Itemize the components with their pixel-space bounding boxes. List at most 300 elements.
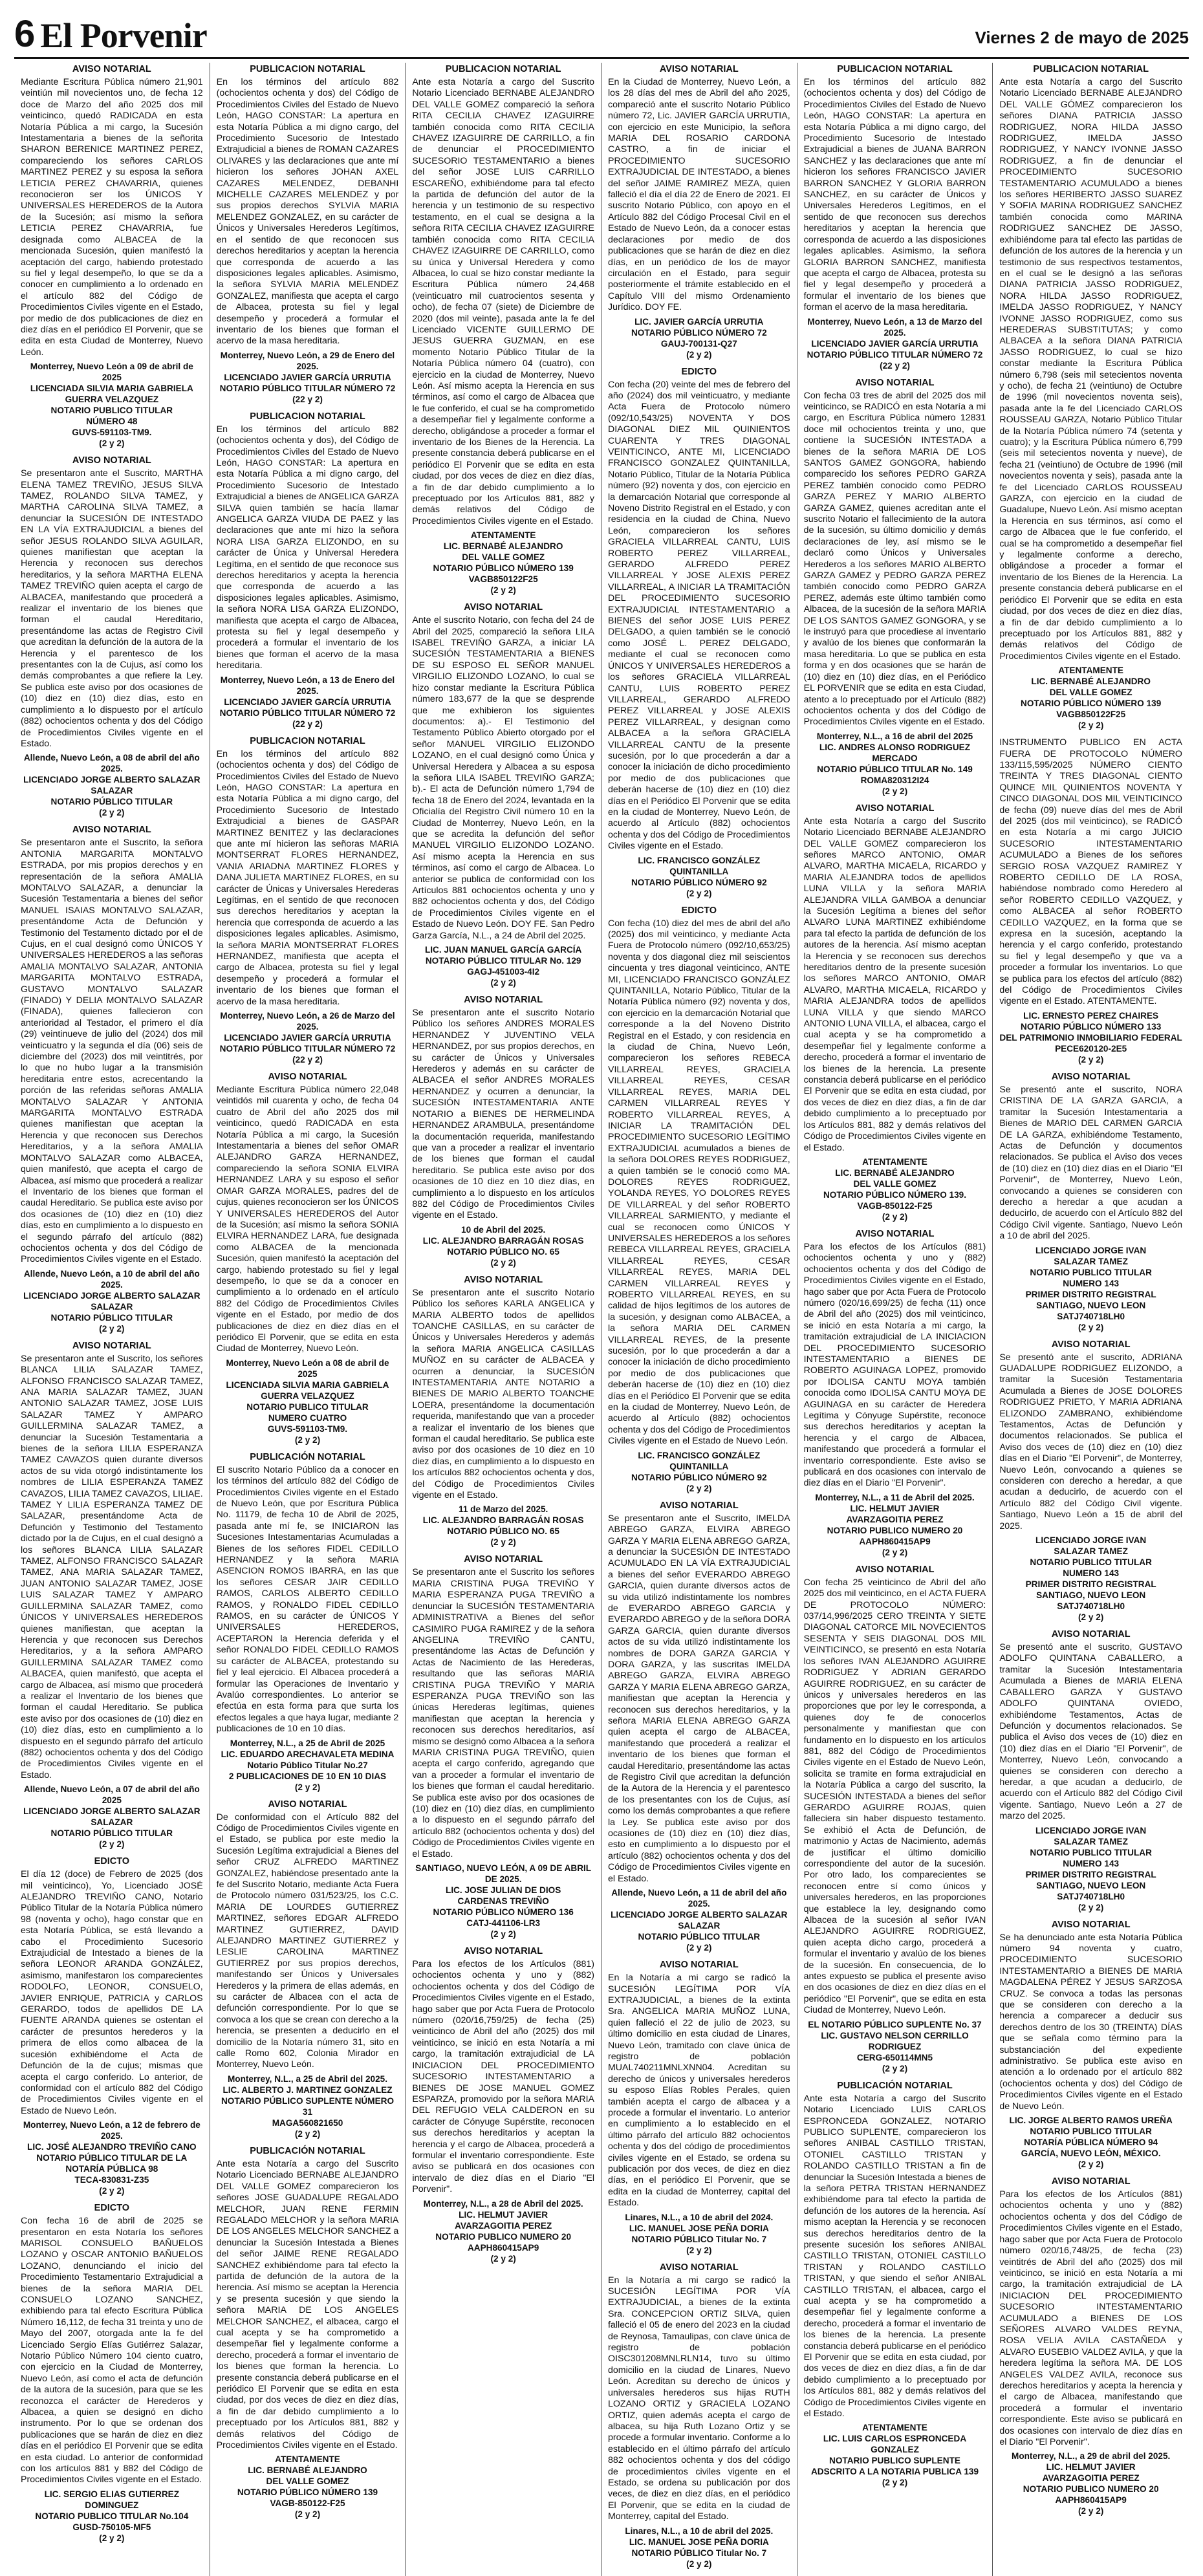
signature-line: (2 y 2) (99, 808, 125, 818)
notice-signature (412, 944, 594, 988)
notice-body: Para los efectos de los Artículos (881) ochocientos ochenta y uno y (882) ochocientos ochenta y dos del Código de Procedimientos Civiles vigente en el Estado, hago saber que por Acta Fuera de Protocolo número 020/16,748/25, de fecha (23) veintitrés de Abril del año (2025) dos mil veinticinco, se inició en esta Notaría a mi cargo, la tramitación extrajudicial de LA INICIACION DEL PROCEDIMIENTO SUCESORIO INTESTAMENTARIO ACUMULADO a BIENES DE LOS SEÑORES ALVARO VALDES REYNA, ROSA VELIA AVILA CASTAÑEDA y ALVARO EUSEBIO VALDEZ AVILA, y que la heredera legítima la señora MA. DE LOS ANGELES VALDEZ AVILA, reconoce sus derechos hereditarios y acepta la herencia y el cargo de Albacea, manifestando que procederá a formular el inventario correspondiente. Este aviso se publicará en dos ocasiones con intervalo de diez días en el Diario "El Porvenir". (999, 2189, 1182, 2447)
signature-line: LICENCIADO JORGE ALBERTO SALAZAR (23, 775, 200, 785)
notice-title: AVISO NOTARIAL (1051, 2176, 1131, 2187)
signature-line: LICENCIADA SILVIA MARIA GABRIELA (226, 1380, 389, 1390)
signature-line: ATENTAMENTE (1058, 666, 1123, 676)
signature-line: VAGB-850122-F25 (270, 2498, 345, 2509)
signature-line: LIC. FRANCISCO GONZÁLEZ (638, 855, 761, 865)
notice-title: AVISO NOTARIAL (268, 1072, 347, 1083)
signature-line: PECE620120-2E5 (1055, 1043, 1127, 1054)
signature-line: LIC. ALBERTO J. MARTINEZ GONZALEZ (222, 2084, 393, 2095)
signature-line: NOTARIO PÚBLICO NÚMERO 92 (631, 877, 767, 887)
notice-signature (21, 752, 203, 818)
signature-line: LIC. JOSÉ ALEJANDRO TREVIÑO CANO (27, 2142, 197, 2152)
legal-notice (217, 411, 399, 730)
signature-line: VAGB850122F25 (468, 574, 538, 585)
signature-line: (2 y 2) (490, 1929, 516, 1940)
signature-line: CERG-650114MN5 (856, 2052, 933, 2062)
notice-body: Ante el suscrito Notario, con fecha del 24 de Abril del 2025, compareció la señora LILA ISABEL TREVIÑO GARZA, a iniciar LA SUCESIÓN TESTAMENTARIA a BIENES DE SU ESPOSO EL SEÑOR MANUEL VIRGILIO ELIZONDO LOZANO, lo cual se hizo constar mediante la Escritura Pública número 183,677 de la que se desprende que me exhibieron los siguientes documentos: a).- El Testimonio del Testamento Público Abierto otorgado por el señor MANUEL VIRGILIO ELIZONDO LOZANO, en el cual designó como Única y Universal Heredera y Albacea a su esposa la señora LILA ISABEL TREVIÑO GARZA; b).- El acta de Defunción número 1,794 de fecha 18 de Enero del 2024, levantada en la Oficialía del Registro Civil número 10 en la Ciudad de Monterrey, Nuevo León, en la que se acredita la defunción del señor MANUEL VIRGILIO ELIZONDO LOZANO. Así mismo acepta la Herencia en sus términos, así como el cargo de Albacea. Lo anterior se publica de conformidad con los Artículos 881 ochocientos ochenta y uno y 882 ochocientos ochenta y dos, del Código de Procedimientos Civiles vigente en el Estado de Nuevo León. DOY FE. San Pedro Garza García, N.L., a 24 de Abril del 2025. (412, 615, 594, 941)
signature-line: SATJ740718LH0 (1057, 1891, 1125, 1901)
signature-line: CATJ-441106-LR3 (466, 1918, 541, 1929)
notice-body: Se presentó ante el suscrito, ADRIANA GUADALUPE RODRIGUEZ ELIZONDO, a tramitar la Sucesión Testamentaria Acumulada a Bienes de JOSE DOLORES RODRIGUEZ PRIETO, Y MARIA ADRIANA ELIZONDO ZAMBRANO, exhibiéndome Testamentos, Actas de Defunción y documentos relacionados. Se publica el Aviso dos veces de (10) diez en (10) diez días en el Diario "El Porvenir", de Monterrey, Nuevo León, convocando a quienes se consideren con derecho a heredar, a que acudan a deducirlo, de acuerdo con el Artículo 882 del Código Civil vigente. Santiago, Nuevo León a 15 de abril del 2025. (999, 1352, 1182, 1532)
notice-title: PUBLICACION NOTARIAL (250, 64, 365, 74)
signature-line: NOTARIO PÚBLICO Titular No. 7 (631, 2548, 767, 2558)
signature-line: (2 y 2) (1078, 2159, 1104, 2170)
legal-notice (999, 1339, 1182, 1623)
signature-line: (2 y 2) (882, 1211, 908, 1222)
notice-body: El día 12 (doce) de Febrero de 2025 (dos mil veinticinco), Yo, Licenciado JOSÉ ALEJANDRO TREVIÑO CANO, Notario Público Titular de la Notaría Pública número 98 (noventa y ocho), hago constar que en esta Notaría Pública, se está llevando a cabo el Procedimiento Sucesorio Extrajudicial de Intestado a bienes de la señora LEONOR ARANDA GONZÁLEZ, asimismo, manifestaron los comparecientes RODOLFO, LEONOR, CONSUELO, JAVIER ENRIQUE, PATRICIA y CARLOS GERARDO, todos de apellidos DE LA FUENTE ARANDA quienes se ostentan el carácter de presuntos herederos y la primera de ellos como albacea de la sucesión exhibiéndome el Acta de Defunción de la de cujus; mismas que acepta el cargo conferido. Lo anterior, de conformidad con el artículo 882 del Código de Procedimientos Civiles vigente en el Estado de Nuevo León. (21, 1869, 203, 2116)
signature-line: LIC. JAVIER GARCÍA URRUTIA (634, 316, 764, 327)
notice-signature (21, 2119, 203, 2196)
signature-line: LICENCIADA SILVIA MARIA GABRIELA (30, 384, 193, 394)
signature-line: (2 y 2) (490, 1257, 516, 1268)
legal-notice (21, 455, 203, 818)
signature-line: LIC. JUAN MANUEL GARCÍA GARCÍA (424, 945, 582, 955)
signature-line: Monterrey, N.L., a 28 de Abril del 2025. (423, 2198, 583, 2209)
legal-notice (412, 64, 594, 596)
signature-line: PRIMER DISTRITO REGISTRAL (1025, 1289, 1156, 1299)
notice-signature (999, 1825, 1182, 1913)
notice-title: AVISO NOTARIAL (1051, 1919, 1131, 1930)
notice-signature (217, 675, 399, 730)
signature-line: (2 y 2) (686, 1483, 712, 1493)
signature-line: (2 y 2) (294, 1434, 321, 1445)
notice-signature (804, 1156, 986, 1222)
notice-body: Se presentó ante el suscrito, GUSTAVO ADOLFO QUINTANA CABALLERO, a tramitar la Sucesión Intestamentaria Acumulada a Bienes de MARIA ELENA CABALLERO GARZA Y GUSTAVO ADOLFO QUINTANA OVIEDO, exhibiéndome Testamentos, Actas de Defunción y documentos relacionados. Se publica el Aviso dos veces de (10) diez en (10) diez días en el Diario "El Porvenir", de Monterrey, Nuevo León, convocando a quienes se consideren con derecho a heredar, a que acudan a deducirlo, de acuerdo con el Artículo 882 del Código Civil vigente. Santiago, Nuevo León a 27 de marzo del 2025. (999, 1642, 1182, 1822)
masthead (14, 6, 1189, 53)
signature-line: NOTARÍA PÚBLICA NÚMERO 94 (1024, 2138, 1158, 2148)
signature-line: (2 y 2) (686, 1943, 712, 1953)
signature-line: NOTARIO PÚBLICO NÚMERO 139. (823, 1189, 967, 1200)
signature-line: ADSCRITO A LA NOTARIA PUBLICA 139 (810, 2467, 979, 2477)
legal-notice (412, 1554, 594, 1940)
notice-body: Con fecha 16 de abril de 2025 se presentaron en esta Notaría los señores MARISOL CONSUELO BAÑUELOS LOZANO y OSCAR ANTONIO BAÑUELOS LOZANO, denunciando el inicio del Procedimiento Testamentario Extrajudicial a bienes de la señora MARIA DEL CONSUELO LOZANO SANCHEZ, exhibiendo para tal efecto Escritura Pública Número 16,112, de fecha 31 treinta y uno de Mayo del 2007, otorgada ante la fe del Licenciado Sergio Elías Gutiérrez Salazar, Notario Público Número 104 ciento cuatro, con ejercicio en la Ciudad de Monterrey, Nuevo León, así como el acta de defunción de la autora de la sucesión, para que se les reconozca el carácter de Herederos y Albacea, a quien se designó en dicho instrumento. Por lo que se ordenan dos publicaciones que se harán de diez en diez días en el periódico El Porvenir que se edita en esta ciudad. Lo anterior de conformidad con los artículos 881 y 882 del Código de Procedimientos Civiles vigente en el Estado. (21, 2216, 203, 2485)
notice-signature (412, 1224, 594, 1268)
column-2 (210, 63, 406, 2576)
notice-signature (217, 1010, 399, 1065)
signature-line: NOTARIO PÚBLICO TITULAR NÚMERO 72 (219, 383, 396, 393)
notice-signature (999, 1245, 1182, 1333)
signature-line: NOTARIO PUBLICO NUMERO 20 (435, 2231, 572, 2242)
notice-signature (217, 1738, 399, 1793)
signature-line: LICENCIADO JORGE ALBERTO SALAZAR (611, 1910, 788, 1920)
signature-line: LIC. BERNABÉ ALEJANDRO (443, 541, 563, 552)
signature-line: NOTARIO PUBLICO NUMERO 20 (827, 1525, 963, 1535)
signature-line: LIC. FRANCISCO GONZÁLEZ (638, 1450, 761, 1460)
signature-line: SALAZAR TAMEZ (1054, 1256, 1128, 1266)
signature-line: Monterrey, Nuevo León a 08 de abril de 2025 (226, 1358, 389, 1379)
notice-title: AVISO NOTARIAL (72, 825, 151, 836)
notice-title: AVISO NOTARIAL (855, 377, 935, 388)
signature-line: VAGB850122F25 (1056, 709, 1126, 720)
signature-line: LIC. HELMUT JAVIER (850, 1503, 940, 1513)
notice-title: EDICTO (681, 905, 717, 916)
signature-line: (2 y 2) (1078, 720, 1104, 731)
signature-line: (2 y 2) (294, 1782, 321, 1792)
notice-signature (217, 2073, 399, 2139)
signature-line: (2 y 2) (1078, 1612, 1104, 1623)
signature-line: GUVS-591103-TM9. (267, 1423, 348, 1434)
signature-line: NOTARIO PÚBLICO SUPLENTE NÚMERO 31 (221, 2095, 395, 2117)
signature-line: GARCÍA, NUEVO LEÓN, MÉXICO. (1021, 2148, 1161, 2159)
signature-line: (22 y 2) (880, 360, 910, 371)
legal-notice (804, 803, 986, 1222)
notice-body: En los términos del artículo 882 (ochocientos ochenta y dos) del Código de Procedimientos Civiles del Estado de Nuevo León, HAGO CONSTAR: La apertura en esta Notaría Pública a mi digno cargo, del Procedimiento Sucesorio de Intestado Extrajudicial a bienes de JUANA BARRON SANCHEZ y las declaraciones que ante mí hicieron los señores FRANCISCO JAVIER BARRON SANCHEZ Y GLORIA BARRON SANCHEZ, en su carácter de Únicos y Universales Herederos Legítimos, en el sentido de que reconocen sus derechos hereditarios y aceptan la herencia que corresponda de acuerdo a las disposiciones legales aplicables. Asimismo, la señora GLORIA BARRON SANCHEZ, manifiesta que acepta el cargo de Albacea, protesta su fiel y legal desempeño y procederá a formular el inventario de los bienes que forman el acervo de la masa hereditaria. (803, 77, 986, 313)
notice-body: Con fecha 25 veinticinco de Abril del año 2025 dos mil veinticinco, en el ACTA FUERA DE PROTOCOLO NÚMERO: 037/14,996/2025 CERO TREINTA Y SIETE DIAGONAL CATORCE MIL NOVECIENTOS SESENTA Y SEIS DIAGONAL DOS MIL VEINTICINCO, se presentó en esta Notaría los señores IVAN ALEJANDRO AGUIRRE RODRIGUEZ Y ADRIAN GERARDO AGUIRRE RODRIGUEZ, en su carácter de únicos y universales herederos en las proporciones que por ley le corresponda, a quienes doy fe de conocerlos personalmente y manifiestan que con fundamento en lo dispuesto en los artículos 881, 882 del Código de Procedimientos Civiles vigente en el Estado de Nuevo León, solicita se tramite en forma extrajudicial en la Notaría Pública a cargo del suscrito, la SUCESIÓN INTESTADA a bienes del señor GERARDO AGUIRRE ROJAS, quien falleciera sin haber dispuesto testamento. Se exhibió el Acta de Defunción, de matrimonio y Actas de Nacimiento, además de justificar el último domicilio correspondiente del autor de la sucesión. Por otro lado, los comparecientes se reconocen entre sí como únicos y universales herederos, en las proporciones que establece la ley, designando como Albacea de la sucesión al señor IVAN ALEJANDRO AGUIRRE RODRIGUEZ, quien acepta dicho cargo, procederá a formular el inventario y avalúo de los bienes de la sucesión. En consecuencia, de lo antes expuesto se publica el presente aviso en dos ocasiones de diez en diez días en el periódico "El Porvenir", que se edita en esta Ciudad de Monterrey, Nuevo León. (803, 1577, 986, 2016)
signature-line: LIC. ANDRES ALONSO RODRIGUEZ (819, 742, 971, 752)
notice-title: AVISO NOTARIAL (855, 1564, 935, 1575)
notices-grid (14, 63, 1189, 2569)
notice-signature (21, 1784, 203, 1850)
notice-body: Se presentaron ante el Suscrito, IMELDA ABREGO GARZA, ELVIRA ABREGO GARZA Y MARIA ELENA ABREGO GARZA, a denunciar la SUCESIÓN DE INTESTADO ACUMULADO EN LA VÍA EXTRAJUDICIAL a bienes del señor EVERARDO ABREGO GARCIA, quien durante diversos actos de su vida utilizó indistintamente los nombres de EVERARDO ABREGO GARCIA y EVERARDO ABREGO y de la señora DORA GARZA GARCIA, quien durante diversos actos de su vida utilizó indistintamente los nombres de DORA GARZA GARCIA Y DORA GARZA, y las suscritas IMELDA ABREGO GARZA, ELVIRA ABREGO GARZA Y MARIA ELENA ABREGO GARZA, manifiestan que aceptan la Herencia y reconocen sus derechos hereditarios, y la señora MARIA ELENA ABREGO GARZA quien acepta el cargo de ALBACEA, manifestando que procederá a realizar el inventario de los bienes que forman el caudal Hereditario, presentándome las actas de Registro Civil que acreditan la defunción de la Autora de la Herencia y el parentesco de los presentantes con los de Cujus, así como los demás comprobantes a que refiere la Ley. Se publica este aviso por dos ocasiones de (10) diez en (10) diez días, esto en cumplimiento a lo dispuesto por el artículo (882) ochocientos ochenta y dos del Código de Procedimientos Civiles vigente en el Estado. (607, 1513, 790, 1884)
notice-signature (412, 1863, 594, 1940)
signature-line: (2 y 2) (686, 888, 712, 898)
legal-notice (608, 1500, 790, 1953)
signature-line: NUMERO CUATRO (268, 1412, 347, 1423)
signature-line: TECA-830831-Z35 (74, 2175, 149, 2185)
notice-body: Con fecha (10) diez del mes de abril del año (2025) dos mil veinticinco, y mediante Acta Fuera de Protocolo número (092/10,653/25) noventa y dos diagonal diez mil seiscientos cincuenta y tres diagonal veinticinco, ANTE MI, LICENCIADO FRANCISCO GONZÁLEZ QUINTANILLA, Notario Público, Titular de la Notaría Pública número (92) noventa y dos, con ejercicio en la demarcación Notarial que corresponde a la del Noveno Distrito Registral en el Estado, y con residencia en la ciudad de China, Nuevo León, comparecieron los señores REBECA VILLARREAL REYES, GRACIELA VILLARREAL REYES, CESAR VILLARREAL REYES, MARIA DEL CARMEN VILLARREAL REYES Y ROBERTO VILLARREAL REYES, A INICIAR LA TRAMITACIÓN DEL PROCEDIMIENTO SUCESORIO LEGÍTIMO EXTRAJUDICIAL acumulados a bienes de la señora DOLORES REYES RODRIGUEZ, a quien también se le conoció como MA. DOLORES REYES RODRIGUEZ, YOLANDA REYES, YO DOLORES REYES DE VILLARREAL y del señor ROBERTO VILLARREAL SARMIENTO, y mediante el cual se reconocen como ÚNICOS Y UNIVERSALES HEREDEROS a los señores REBECA VILLARREAL REYES, GRACIELA VILLARREAL REYES, CESAR VILLARREAL REYES, MARIA DEL CARMEN VILLARREAL REYES y ROBERTO VILLARREAL REYES, en su calidad de hijos legítimos de los autores de la sucesión, y designan como ALBACEA, a la señora MARIA DEL CARMEN VILLARREAL REYES, de la presente sucesión, por lo que procederán a dar a conocer la iniciación de dicho procedimiento por medio de dos publicaciones que deberán hacerse de (10) diez en (10) diez días en el Periódico El Porvenir que se edita en la ciudad de Monterrey, Nuevo León, de acuerdo al Artículo (882) ochocientos ochenta y dos del Código de Procedimientos Civiles vigente en el Estado de Nuevo León. (607, 918, 790, 1447)
signature-line: NOTARIO PUBLICO TITULAR No.104 (35, 2511, 189, 2521)
signature-line: GONZALEZ (871, 2445, 919, 2455)
legal-notice (999, 1629, 1182, 1913)
notice-signature (999, 1535, 1182, 1623)
signature-line: (2 y 2) (99, 2533, 125, 2543)
signature-line: LICENCIADO JORGE ALBERTO SALAZAR (23, 1806, 200, 1817)
notice-body: Ante esta Notaría a cargo del Suscrito Notario Licenciado BERNABE ALEJANDRO DEL VALLE GOMEZ comparecieron los señores MARCO ANTONIO, OMAR ALVARO, MARTHA MICAELA, RICARDO y MARIA ALEJANDRA todos de apellidos LUNA VILLA y la señora MARIA ALEJANDRA VILLA GAMBOA a denunciar la Sucesión Legítima a bienes del señor ALVARO LUNA MARTINEZ exhibiéndome para tal efecto la partida de defunción de los autores de la herencia. Así mismo aceptan la Herencia y se reconocen sus derechos hereditarios dentro de la presente sucesión los señores MARCO ANTONIO, OMAR ALVARO, MARTHA MICAELA, RICARDO y MARIA ALEJANDRA todos de apellidos LUNA VILLA y que siendo MARCO ANTONIO LUNA VILLA, el albacea, cargo el cual acepta y se ha comprometido a desempeñar fiel y legalmente conforme a derecho, procederá a formar el inventario de los bienes de la herencia. La presente constancia deberá publicarse en el periódico El Porvenir que se edita en esta ciudad, por dos veces de diez en diez días, a fin de dar debido cumplimiento a lo preceptuado por los Artículos 881, 882 y demás relativos del Código de Procedimientos Civiles vigente en el Estado. (803, 816, 986, 1153)
signature-line: LICENCIADO JORGE IVAN (1035, 1245, 1147, 1255)
notice-title: AVISO NOTARIAL (268, 1799, 347, 1810)
signature-line: LIC. HELMUT JAVIER (1046, 2462, 1136, 2473)
signature-line: (2 y 2) (882, 1547, 908, 1557)
notice-body: Se presentaron ante el suscrito Notario Público los señores ANDRES MORALES HERNANDEZ Y JUVENTINO VELA HERNANDEZ, por sus propios derechos, en su carácter de Únicos y Universales Herederos y además en su carácter de ALBACEA el señor ANDRES MORALES HERNANDEZ y ocurren a denunciar, la SUCESIÓN INTESTAMENTARIA ANTE NOTARIO a BIENES DE HERMELINDA HERNANDEZ ARAMBULA, presentándome la documentación requerida, manifestando que van a proceder a realizar el inventario de los bienes que forman el caudal hereditario. Se publica este aviso por dos ocasiones de 10 diez en 10 diez días, en cumplimiento a lo dispuesto en los artículos 882 del Código de Procedimientos Civiles vigente en el Estado. (412, 1008, 594, 1221)
legal-notice (412, 995, 594, 1268)
signature-line: QUINTANILLA (669, 1461, 729, 1471)
signature-line: Monterrey, Nuevo León, a 26 de Marzo del 2025. (220, 1011, 395, 1032)
signature-line: NOTARIO PÚBLICO NÚMERO 139 (1021, 698, 1162, 709)
signature-line: NOTARÍA PÚBLICA 98 (65, 2164, 158, 2174)
signature-line: SANTIAGO, NUEVO LEÓN, A 09 DE ABRIL DE 2025. (415, 1863, 592, 1885)
signature-line: GAGJ-451003-4I2 (467, 967, 540, 977)
notice-signature (21, 361, 203, 449)
notice-body: Ante esta Notaría a cargo del Suscrito Notario Licenciado BERNABE ALEJANDRO DEL VALLE GOMEZ compareció la señora RITA CECILIA CHAVEZ IZAGUIRRE también conocida como RITA CECILIA CHAVEZ IZAGUIRRE DE CARRILLO, a fin de denunciar el PROCEDIMIENTO SUCESORIO TESTAMENTARIO a bienes del señor JOSE LUIS CARRILLO ESCAREÑO, exhibiéndome para tal efecto la partida de defunción del autor de la herencia y un testimonio de su respectivo testamento, en el cual se designa a la señora RITA CECILIA CHAVEZ IZAGUIRRE también conocida como RITA CECILIA CHAVEZ IZAGUIRRE DE CARRILLO, como su única y Universal Heredera y como Albacea, lo cual se hizo constar mediante la Escritura Pública número 24,468 (veinticuatro mil cuatrocientos sesenta y ocho), de fecha 07 (siete) de Diciembre de 2020 (dos mil veinte), pasada ante la fe del Licenciado VICENTE GUILLERMO DE JESUS GUERRA GUZMAN, en ese momento Notario Público Titular de la Notaría Pública número 04 (cuatro), con ejercicio en la ciudad de Monterrey, Nuevo León. Así mismo acepta la Herencia en sus términos, así como el cargo de Albacea que le fue conferido, el cual se ha comprometido a desempeñar fiel y legalmente conforme a derecho, obligándose a proceder a formar el inventario de los Bienes de la Herencia. La presente constancia deberá publicarse en el periódico El Porvenir que se edita en esta ciudad, por dos veces de diez en diez días, a fin de dar debido cumplimiento a lo preceptuado por los Artículos 881, 882 y demás relativos del Código de Procedimientos Civiles vigente en el Estado. (412, 77, 594, 526)
signature-line: EL NOTARIO PÚBLICO SUPLENTE No. 37 (808, 2019, 982, 2029)
column-5 (797, 63, 993, 2576)
signature-line: (2 y 2) (99, 1323, 125, 1334)
notice-signature (21, 1268, 203, 1334)
legal-notice (412, 1275, 594, 1548)
signature-line: LIC. JORGE ALBERTO RAMOS UREÑA (1009, 2116, 1173, 2126)
legal-notice (804, 1229, 986, 1558)
signature-line: Linares, N.L., a 10 de abril del 2025. (625, 2526, 774, 2536)
signature-line: AVARZAGOITIA PEREZ (846, 1514, 944, 1524)
signature-line: LIC. MANUEL JOSE PEÑA DORIA (629, 2537, 769, 2547)
notice-signature (608, 1450, 790, 1494)
column-6 (993, 63, 1189, 2576)
signature-line: Monterrey, N.L., a 25 de Abril de 2025 (230, 1738, 385, 1748)
notice-title: AVISO NOTARIAL (464, 1274, 543, 1285)
notice-title: AVISO NOTARIAL (464, 1554, 543, 1565)
column-3 (406, 63, 602, 2576)
legal-notice (21, 1856, 203, 2196)
signature-line: (2 y 2) (1078, 1322, 1104, 1332)
signature-line: Monterrey, N.L., a 29 de abril del 2025. (1012, 2451, 1171, 2462)
signature-line: Monterrey, N.L., a 11 de Abril del 2025. (815, 1492, 975, 1502)
legal-notice (608, 367, 790, 899)
signature-line: Monterrey, Nuevo León, a 13 de Enero del 2025. (220, 675, 395, 696)
notice-signature (217, 1358, 399, 1445)
signature-line: LIC. ALEJANDRO BARRAGÁN ROSAS (422, 1235, 584, 1246)
signature-line: SALAZAR TAMEZ (1054, 1546, 1128, 1557)
signature-line: NOTARIO PÚBLICO NO. 65 (447, 1526, 559, 1537)
notice-title: AVISO NOTARIAL (659, 1500, 739, 1511)
notice-body: Se presentó ante el suscrito, NORA CRISTINA DE LA GARZA GARCIA, a tramitar la Sucesión Intestamentaria a Bienes de MARIO DEL CARMEN GARCIA DE LA GARZA, exhibiéndome Testamento, Actas de Defunción y documentos relacionados. Se publica el Aviso dos veces de (10) diez en (10) diez días en el Diario "El Porvenir", de Monterrey, Nuevo León, convocando a quienes se consideren con derecho a heredar a que acudan a deducirlo, de acuerdo con el Artículo 882 del Código Civil vigente. Santiago, Nuevo León a 10 de abril del 2025. (999, 1084, 1182, 1242)
notice-signature (412, 1504, 594, 1548)
notice-body: INSTRUMENTO PUBLICO EN ACTA FUERA DE PROTOCOLO NÚMERO 133/115,595/2025 NÚMERO CIENTO TREINTA Y TRES DIAGONAL CIENTO QUINCE MIL QUINIENTOS NOVENTA Y CINCO DIAGONAL DOS MIL VEINTICINCO de fecha (09) nueve días del mes de Abril del 2025 (dos mil veinticinco), se RADICÓ en esta Notaría a mi cargo JUICIO SUCESORIO INTESTAMENTARIO ACUMULADO a Bienes de los señores SERGIO ROSA VAZQUEZ RAMIREZ Y ROBERTO CEDILLO DE LA ROSA, habiéndose nombrado como Heredero al señor ROBERTO CEDILLO VAZQUEZ, y como ALBACEA al señor ROBERTO CEDILLO VAZQUEZ, en la forma que se expresa en la sucesión, aceptando la herencia y el cargo conferido, protestando su fiel y legal desempeño y que va a proceder a formular los inventarios. Lo que se publica para los efectos del artículo (882) del Código de Procedimientos Civiles vigente en el Estado. ATENTAMENTE. (999, 737, 1182, 1007)
signature-line: AVARZAGOITIA PEREZ (1042, 2473, 1140, 2484)
signature-line: LIC. BERNABÉ ALEJANDRO (1031, 676, 1151, 687)
notice-title: AVISO NOTARIAL (1051, 1071, 1131, 1082)
signature-line: NOTARIO PÚBLICO NÚMERO 136 (433, 1907, 574, 1918)
signature-line: AAPH860415AP9 (859, 1536, 931, 1546)
signature-line: (2 y 2) (1078, 2506, 1104, 2516)
signature-line: AAPH860415AP9 (1055, 2495, 1127, 2506)
signature-line: LIC. EDUARDO ARECHAVALETA MEDINA (221, 1749, 395, 1759)
notice-body: Ante esta Notaría a cargo del Suscrito Notario Licenciado LUIS CARLOS ESPRONCEDA GONZALEZ, NOTARIO PUBLICO SUPLENTE, comparecieron los señores ANIBAL CASTILLO TRISTAN, OTONIEL CASTILLO TRISTAN y ROLANDO CASTILLO TRISTAN a fin de denunciar la Sucesión Intestada a bienes de la señora PETRA TRISTAN HERNANDEZ exhibiéndome para tal efecto la partida de defunción de los autores de la herencia. Así mismo aceptan la Herencia y se reconocen sus derechos hereditarios dentro de la presente sucesión los señores ANIBAL CASTILLO TRISTAN, OTONIEL CASTILLO TRISTAN y ROLANDO CASTILLO TRISTAN, y que siendo el señor ANIBAL CASTILLO TRISTAN, el albacea, cargo el cual acepta y se ha comprometido a desempeñar fiel y legalmente conforme a derecho, procederá a formar el inventario de los bienes de la herencia. La presente constancia deberá publicarse en el periódico El Porvenir que se edita en esta ciudad, por dos veces de diez en diez días, a fin de dar debido cumplimiento a lo preceptuado por los Artículos 881, 882 y demás relativos del Código de Procedimientos Civiles vigente en el Estado. (803, 2093, 986, 2419)
signature-line: (22 y 2) (292, 1055, 323, 1065)
notice-body: Mediante Escritura Pública número 21,901 veintiún mil novecientos uno, de fecha 12 doce de Marzo del año 2025 dos mil veinticinco, quedó RADICADA en esta Notaría Pública a mi cargo, la Sucesión Intestamentaria a bienes de la señorita SHARON BERENICE MARTINEZ PEREZ, compareciendo los señores CARLOS MARTINEZ PEREZ y su esposa la señora LETICIA PEREZ CHAVARRIA, quienes reconocieron ser los ÚNICOS Y UNIVERSALES HEREDEROS de la Autora de la Sucesión; así mismo la señora LETICIA PEREZ CHAVARRIA, fue designada como ALBACEA de la mencionada Sucesión, quien manifestó la aceptación del cargo, habiendo protestado su fiel y legal desempeño, lo que se da a conocer en cumplimiento a lo ordenado en el artículo 882 del Código de Procedimientos Civiles vigente en el Estado, por medio de dos publicaciones de diez en diez días en el periódico El Porvenir, que se edita en esta Ciudad de Monterrey, Nuevo León. (21, 77, 203, 358)
signature-line: Monterrey, N.L., a 25 de Abril del 2025. (227, 2073, 388, 2084)
signature-line: ATENTAMENTE (470, 530, 536, 541)
notice-signature (217, 2454, 399, 2520)
legal-notice (412, 602, 594, 988)
signature-line: SALAZAR (91, 786, 133, 796)
signature-line: 10 de Abril del 2025. (461, 1224, 546, 1235)
signature-line: VAGB-850122-F25 (857, 1200, 933, 1211)
signature-line: (22 y 2) (292, 719, 323, 729)
legal-notice (608, 2262, 790, 2570)
signature-line: Allende, Nuevo León, a 08 de abril del año 2025. (23, 753, 200, 774)
notice-title: EDICTO (94, 2203, 130, 2214)
notice-body: Con fecha (20) veinte del mes de febrero del año (2024) dos mil veinticuatro, y mediante Acta Fuera de Protocolo número (092/10,543/25) NOVENTA Y DOS DIAGONAL DIEZ MIL QUINIENTOS CUARENTA Y TRES DIAGONAL VEINTICINCO, ANTE MI, LICENCIADO FRANCISCO GONZALEZ QUINTANILLA, Notario Público, Titular de la Notaría Pública número (92) noventa y dos, con ejercicio en la demarcación Notarial que corresponde al Noveno Distrito Registral en el Estado, y con residencia en la ciudad de China, Nuevo León, comparecieron los señores GRACIELA VILLARREAL CANTU, LUIS ROBERTO PEREZ VILLARREAL, GERARDO ALFREDO PEREZ VILLARREAL Y JOSE ALEXIS PEREZ VILLARREAL, A INICIAR LA TRAMITACIÓN DEL PROCEDIMIENTO SUCESORIO EXTRAJUDICIAL INTESTAMENTARIO a BIENES del señor JOSE LUIS PEREZ DELGADO, a quien también se le conoció como JOSÉ L. PEREZ DELGADO, mediante el cual se reconocen como ÚNICOS Y UNIVERSALES HEREDEROS a los señores GRACIELA VILLARREAL CANTU, LUIS ROBERTO PEREZ VILLARREAL, GERARDO ALFREDO PEREZ VILLARREAL y JOSE ALEXIS PEREZ VILLARREAL, y designan como ALBACEA a la señora GRACIELA VILLARREAL CANTU de la presente sucesión, por lo que procederán a dar a conocer la iniciación de dicho procedimiento por medio de dos publicaciones que deberán hacerse de (10) diez en (10) diez días en el Periódico El Porvenir que se edita en la ciudad de Monterrey, Nuevo León, de acuerdo al Artículo (882) ochocientos ochenta y dos del Código de Procedimientos Civiles vigente en el Estado. (607, 379, 790, 852)
notice-signature (608, 2526, 790, 2570)
signature-line: NOTARIO PÚBLICO TITULAR DE LA (36, 2153, 188, 2163)
signature-line: LICENCIADO JAVIER GARCÍA URRUTIA (224, 372, 391, 382)
signature-line: DEL PATRIMONIO INMOBILIARIO FEDERAL (999, 1032, 1182, 1043)
column-4 (602, 63, 797, 2576)
notice-signature (804, 731, 986, 797)
notice-body: El suscrito Notario Público da a conocer en los términos del artículo 882 del Código de Procedimientos Civiles vigente en el Estado de Nuevo León, que por Escritura Pública No. 11179, de fecha 10 de Abril de 2025, pasada ante mí fe, se INICIARON las Sucesiones Intestamentarias Acumuladas a Bienes de los señores FIDEL CEDILLO HERNANDEZ y la señora MARIA ASENCION ROMOS IBARRA, en las que los señores CESAR JAIR CEDILLO RAMOS, CARLOS ALBERTO CEDILLO RAMOS, y RONALDO FIDEL CEDILLO RAMOS, en su carácter de ÚNICOS Y UNIVERSALES HEREDEROS, ACEPTARON la Herencia deferida y el señor RONALDO FIDEL CEDILLO RAMOS su carácter de ALBACEA, protestando su fiel y leal ejercicio. El Albacea procederá a formular las Operaciones de Inventario y Avalúo correspondientes. Lo anterior se efectúa en esta forma para que surta los efectos legales a que haya lugar, mediante 2 publicaciones de 10 en 10 días. (216, 1464, 399, 1735)
signature-line: (2 y 2) (99, 1839, 125, 1850)
notice-body: En los términos del artículo 882 (ochocientos ochenta y dos) del Código de Procedimientos Civiles del Estado de Nuevo León, HAGO CONSTAR: La apertura en esta Notaría Pública a mi digno cargo, del Procedimiento Sucesorio de Intestado Extrajudicial a bienes de ROMAN CAZARES OLIVARES y las declaraciones que ante mí hicieron los señores JOHAN AXEL CAZARES MELENDEZ, DEBANHI MICHELLE CAZARES MELENDEZ y por sus propios derechos SYLVIA MARIA MELENDEZ GONZALEZ, en su carácter de Únicos y Universales Herederos Legítimos, en el sentido de que reconocen sus derechos hereditarios y aceptan la herencia que corresponda de acuerdo a las disposiciones legales aplicables. Asimismo, la señora SYLVIA MARIA MELENDEZ GONZALEZ, manifiesta que acepta el cargo de Albacea, protesta su fiel y legal desempeño y procederá a formular el inventario de los bienes que forman el acervo de la masa hereditaria. (216, 77, 399, 347)
signature-line: (2 y 2) (882, 786, 908, 796)
notice-body: En la Ciudad de Monterrey, Nuevo León, a los 28 días del mes de Abril del año 2025, compareció ante el suscrito Notario Público número 72, Lic. JAVIER GARCÍA URRUTIA, con ejercicio en este Municipio, la señora MARIA DEL ROSARIO CARDONA CASTRO, a fin de iniciar el PROCEDIMIENTO SUCESORIO EXTRAJUDICIAL DE INTESTADO, a bienes del señor JAIME RAMIREZ MEZA, quien falleció el día el día 22 de Enero de 2021. El suscrito Notario Público, con apoyo en el Artículo 882 del Código Procesal Civil en el Estado de Nuevo León, da a conocer estas declaraciones por medio de dos publicaciones que se harán de diez en diez días, en un periódico de los de mayor circulación en el Estado, para seguir posteriormente el trámite establecido en el Capítulo VIII del mismo Ordenamiento Jurídico. DOY FE. (607, 77, 790, 313)
signature-line: NOTARIO PUBLICO SUPLENTE (829, 2456, 960, 2466)
signature-line: LIC. JOSE JULIAN DE DIOS (446, 1885, 561, 1896)
legal-notice (412, 1946, 594, 2264)
signature-line: Allende, Nuevo León, a 07 de abril del año 2025 (23, 1784, 200, 1806)
notice-signature (999, 2451, 1182, 2516)
notice-title: AVISO NOTARIAL (1051, 1629, 1131, 1640)
signature-line: (2 y 2) (686, 2559, 712, 2569)
notice-title: PUBLICACION NOTARIAL (837, 64, 953, 74)
legal-notice (608, 1960, 790, 2256)
signature-line: LIC. BERNABÉ ALEJANDRO (248, 2465, 367, 2476)
signature-line: SATJ740718LH0 (1057, 1311, 1125, 1321)
signature-line: MAGA560821650 (272, 2117, 343, 2128)
signature-line: AVARZAGOITIA PEREZ (455, 2220, 552, 2231)
notice-title: AVISO NOTARIAL (464, 1946, 543, 1957)
signature-line: NUMERO 143 (1063, 1278, 1120, 1288)
signature-line: GUVS-591103-TM9. (72, 428, 152, 438)
signature-line: NOTARIO PÚBLICO TITULAR No. 129 (425, 956, 581, 966)
signature-line: Monterrey, Nuevo León, a 13 de Marzo del 2025. (807, 316, 982, 338)
legal-notice (804, 378, 986, 797)
signature-line: LIC. HELMUT JAVIER (459, 2209, 548, 2220)
signature-line: (2 y 2) (1078, 1902, 1104, 1912)
newspaper-logo: El Porvenir (40, 16, 207, 55)
brand (14, 13, 207, 55)
signature-line: SALAZAR (678, 1921, 721, 1931)
signature-line: SANTIAGO, NUEVO LEON (1036, 1880, 1146, 1890)
notice-body: Mediante Escritura Pública número 22,048 veintidós mil cuarenta y ocho, de fecha 04 cuatro de Abril del año 2025 dos mil veinticinco, quedó RADICADA en esta Notaría Pública a mi cargo, la Sucesión Intestamentaria a bienes del señor OMAR ALEJANDRO GARZA HERNANDEZ, compareciendo la señora SONIA ELVIRA HERNANDEZ LARA y su esposo el señor OMAR GARZA MORALES, padres del de cujus, quienes reconocieron ser los ÚNICOS Y UNIVERSALES HEREDEROS del Autor de la Sucesión; así mismo la señora SONIA ELVIRA HERNANDEZ LARA, fue designada como ALBACEA de la mencionada Sucesión, quien manifestó la aceptación del cargo, habiendo protestado su fiel y legal desempeño, lo que se da a conocer en cumplimiento a lo ordenado en el artículo 882 del Código de Procedimientos Civiles vigente en el Estado, por medio de dos publicaciones de diez en diez días en el periódico El Porvenir, que se edita en esta Ciudad de Monterrey, Nuevo León. (216, 1085, 399, 1354)
notice-body: Para los efectos de los Artículos (881) ochocientos ochenta y uno y (882) ochocientos ochenta y dos del Código de Procedimientos Civiles vigente en el Estado, hago saber que por Acta Fuera de Protocolo número (020/16,699/25) de fecha (11) once de Abril del año (2025) dos mil veinticinco, se inició en esta Notaría a mi cargo, la tramitación extrajudicial de LA INICIACION DEL PROCEDIMIENTO SUCESORIO INTESTAMENTARIO a BIENES DE ROBERTO AGUINAGA LOPEZ, promovido por IDOLISA CANTU MOYA también conocida como IDOLISA CANTU MOYA DE AGUINAGA en su carácter de Heredera Legítima y Cónyuge Supérstite, reconoce sus derechos hereditarios y aceptan la herencia y el cargo de Albacea, manifestando que procederá a formular el inventario correspondiente. Este aviso se publicará en dos ocasiones con intervalo de diez días en el Diario "El Porvenir". (803, 1241, 986, 1489)
signature-line: NOTARIO PÚBLICO TITULAR (50, 797, 173, 807)
notice-title: AVISO NOTARIAL (72, 1340, 151, 1351)
notice-signature (804, 2019, 986, 2074)
signature-line: NOTARIO PUBLICO TITULAR (1030, 1847, 1152, 1857)
notice-signature (608, 855, 790, 899)
page-number: 6 (14, 13, 36, 55)
notice-body: En la Notaría a mi cargo se radicó la SUCESIÓN LEGÍTIMA POR VÍA EXTRAJUDICIAL, a bienes de la extinta Sra. ANGELICA MARIA MUÑOZ LUNA, quien falleció el 22 de julio de 2023, su último domicilio en esta ciudad de Linares, Nuevo León, tramitado con clave única de registro de población MUAL740211MNLXNN04. Acreditan su derecho de únicos y universales herederos su esposo Elías Robles Perales, quien también acepta el cargo de albacea y a procede a formular el inventario. Lo anterior en cumplimiento a lo establecido en el último párrafo del artículo 882 ochocientos ochenta y dos del código de procedimientos civiles vigente en el Estado, se ordena su publicación por dos veces, de diez en diez días, en el periódico El Porvenir, que se edita en la ciudad de Monterrey, capital del Estado. (607, 1973, 790, 2209)
notice-title: AVISO NOTARIAL (855, 803, 935, 814)
signature-line: Monterrey, Nuevo León, a 12 de febrero de 2025. (23, 2120, 200, 2141)
signature-line: MERCADO (872, 753, 918, 763)
legal-notice (21, 825, 203, 1334)
notice-body: Se presentaron ante el Suscrito, MARTHA ELENA TAMEZ TREVIÑO, JESUS SILVA TAMEZ, ROLANDO SILVA TAMEZ, y MARTHA CAROLINA SILVA TAMEZ, a denunciar la SUCESIÓN DE INTESTADO EN LA VÍA EXTRAJUDICIAL a bienes del señor JESUS ROLANDO SILVA AGUILAR, quienes manifiestan que aceptan la Herencia y reconocen sus derechos hereditarios, y la señora MARTHA ELENA TAMEZ TREVIÑO quien acepta el cargo de ALBACEA, manifestando que procederá a realizar el inventario de los bienes que forman el caudal Hereditario, presentándome las actas de Registro Civil que acreditan la defunción de la autora de la Herencia y el parentesco de los presentantes con la de Cujus, así como los demás comprobantes a que refiere la Ley. Se publica este aviso por dos ocasiones de (10) diez en (10) diez días, esto en cumplimiento a lo dispuesto por el artículo (882) ochocientos ochenta y dos del Código de Procedimientos Civiles vigente en el Estado. (21, 468, 203, 749)
signature-line: NOTARIO PUBLICO TITULAR (1030, 1267, 1152, 1277)
notice-title: PUBLICACION NOTARIAL (250, 735, 365, 746)
notice-title: AVISO NOTARIAL (72, 455, 151, 466)
signature-line: GUERRA VELAZQUEZ (261, 1391, 354, 1401)
legal-notice (999, 2176, 1182, 2516)
legal-notice (21, 2203, 203, 2544)
signature-line: (2 y 2) (686, 349, 712, 360)
notice-signature (217, 350, 399, 405)
notice-title: PUBLICACION NOTARIAL (250, 411, 365, 422)
signature-line: ATENTAMENTE (275, 2454, 340, 2465)
signature-line: QUINTANILLA (669, 866, 729, 876)
legal-notice (217, 1072, 399, 1445)
notice-signature (804, 2422, 986, 2488)
signature-line: NOTARIO PÚBLICO TITULAR (638, 1932, 761, 1942)
signature-line: NÚMERO 48 (86, 417, 138, 427)
notice-signature (804, 316, 986, 371)
notice-body: Con fecha 03 tres de abril del 2025 dos mil veinticinco, se RADICÓ en esta Notaría a mi cargo, en Escritura Pública número 12831 doce mil ochocientos treinta y uno, que contiene la SUCESIÓN INTESTADA a bienes de la señora MARIA DE LOS SANTOS GAMEZ GONGORA, habiendo comparecido los señores PEDRO GARZA PEREZ también conocido como PEDRO GARZA PEREZ Y MARIO ALBERTO GARZA GAMEZ, quienes acreditan ante el suscrito Notario el fallecimiento de la autora de la sucesión, su último domicilio y demás declaraciones de ley, así mismo se le declaró como Únicos y Universales Herederos a los señores MARIO ALBERTO GARZA GAMEZ y PEDRO GARZA PEREZ también conocido como PEDRO GARZA PEREZ, además este último también como Albacea, de la sucesión de la señora MARIA DE LOS SANTOS GAMEZ GONGORA, y se le instruyó para que procediese al inventario y avalúo de los bienes que conformarán la masa hereditaria. Lo que se publica en esta forma y en dos ocasiones que se harán de (10) diez en (10) diez días, en el Periódico EL PORVENIR que se edita en esta Ciudad, atento a lo preceptuado por el Artículo (882) ochocientos ochenta y dos del Código de Procedimientos Civiles vigente en el Estado. (803, 390, 986, 728)
legal-notice (217, 64, 399, 405)
signature-line: SATJ740718LH0 (1057, 1601, 1125, 1612)
signature-line: Monterrey, Nuevo León, a 29 de Enero del 2025. (220, 350, 395, 371)
signature-line: CARDENAS TREVIÑO (457, 1896, 549, 1907)
notice-title: AVISO NOTARIAL (464, 995, 543, 1006)
signature-line: Monterrey, N.L., a 16 de abril del 2025 (816, 731, 973, 741)
signature-line: Monterrey, Nuevo León a 09 de abril de 2025 (30, 362, 193, 383)
notice-title: EDICTO (681, 366, 717, 377)
notice-title: PUBLICACIÓN NOTARIAL (250, 2145, 365, 2156)
notice-title: AVISO NOTARIAL (855, 1228, 935, 1239)
notice-body: En la Notaría a mi cargo se radicó la SUCESIÓN LEGÍTIMA POR VÍA EXTRAJUDICIAL, a bienes de la extinta Sra. CONCEPCION ORTIZ SILVA, quien falleció el 05 de enero del 2023 en la ciudad de Reynosa, Tamaulipas, con clave única de registro de población OISC301208MNLRLN14, tuvo su último domicilio en la ciudad de Linares, Nuevo León. Acreditan su derecho de únicos y universales herederos sus hijas RUTH LOZANO ORTIZ y GRACIELA LOZANO ORTIZ, quien además acepta el cargo de albacea, su hija Ruth Lozano Ortiz y se procede a formular inventario. Conforme a lo establecido en el último párrafo del artículo 882 ochocientos ochenta y dos del código de procedimientos civiles vigente en el Estado, se ordena su publicación por dos veces, de diez en diez días, en el periódico El Porvenir, que se edita en la ciudad de Monterrey, capital del Estado. (607, 2275, 790, 2522)
notice-body: Se presentaron ante el Suscrito, los señores BLANCA LILIA SALAZAR TAMEZ, ALFONSO FRANCISCO SALAZAR TAMEZ, ANA MARIA SALAZAR TAMEZ, JUAN ANTONIO SALAZAR TAMEZ, JOSE LUIS SALAZAR TAMEZ Y AMPARO GUILLERMINA SALAZAR TAMEZ, a denunciar la Sucesión Testamentaria a bienes de la señora LILIA ESPERANZA TAMEZ CAVAZOS quien durante diversos actos de su vida otorgó indistintamente los nombres de LILIA ESPERANZA TAMEZ CAVAZOS, LILIA TAMEZ CAVAZOS, LILIAE. TAMEZ Y LILIA ESPERANZA TAMEZ DE SALAZAR, presentándome Acta de Defunción y Testimonio del Testamento dictado por la de Cujus, en el cual designó a los señores BLANCA LILIA SALAZAR TAMEZ, ALFONSO FRANCISCO SALAZAR TAMEZ, ANA MARIA SALAZAR TAMEZ, JUAN ANTONIO SALAZAR TAMEZ, JOSE LUIS SALAZAR TAMEZ Y AMPARO GUILLERMINA SALAZAR TAMEZ, como ÚNICOS Y UNIVERSALES HEREDEROS quienes manifiestan, que aceptan la Herencia y que reconocen sus Derechos Hereditarios, y a la señora AMPARO GUILLERMINA SALAZAR TAMEZ como ALBACEA, quien manifestó, que acepta el cargo de Albacea, así mismo que procederá a realizar el Inventario de los bienes que forman el caudal Hereditario. Se publica este aviso por dos ocasiones de (10) diez en (10) diez días, esto en cumplimiento a lo dispuesto en el segundo párrafo del artículo (882) ochocientos ochenta y dos del Código de Procedimientos Civiles vigente en el Estado. (21, 1353, 203, 1780)
legal-notice (217, 1799, 399, 2139)
legal-notice (21, 1341, 203, 1850)
signature-line: NOTARIO PÚBLICO NÚMERO 133 (1021, 1021, 1162, 1032)
legal-notice (804, 64, 986, 371)
signature-line: PRIMER DISTRITO REGISTRAL (1025, 1579, 1156, 1590)
signature-line: (2 y 2) (294, 2509, 321, 2520)
signature-line: Allende, Nuevo León, a 10 de abril del año 2025. (23, 1268, 200, 1290)
legal-notice (608, 64, 790, 360)
signature-line: LIC. BERNABÉ ALEJANDRO (835, 1167, 955, 1178)
legal-notice (217, 2146, 399, 2520)
signature-line: (2 y 2) (686, 2245, 712, 2255)
signature-line: DEL VALLE GOMEZ (266, 2476, 349, 2487)
signature-line: Notario Público Titular No.27 (247, 1760, 368, 1770)
notice-signature (21, 2489, 203, 2544)
signature-line: (2 y 2) (882, 2478, 908, 2488)
notice-title: AVISO NOTARIAL (1051, 1339, 1131, 1350)
signature-line: SALAZAR (91, 1301, 133, 1312)
signature-line: (2 y 2) (294, 2128, 321, 2139)
notice-body: Se presentaron ante el Suscrito los señores MARIA CRISTINA PUGA TREVIÑO Y MARIA ESPERANZA PUGA TREVIÑO a denunciar la SUCESIÓN TESTAMENTARIA ADMINISTRATIVA a Bienes del señor CASIMIRO PUGA RAMIREZ y de la señora ANGELINA TREVIÑO CANTU, presentándome las Actas de Defunción y Actas de Nacimiento de las Herederas, resultando que las señoras MARIA CRISTINA PUGA TREVIÑO Y MARIA ESPERANZA PUGA TREVIÑO son las únicas Herederas legítimas, quienes manifiestan que aceptan la herencia y reconocen sus derechos hereditarios, así mismo se designó como Albacea a la señora MARIA CRISTINA PUGA TREVIÑO, quien acepta el cargo conferido, agregando que van a proceder a formular el inventario de los bienes que forman el caudal hereditario. Se publica este aviso por dos ocasiones de (10) diez en (10) diez días, en cumplimiento a lo dispuesto en el segundo párrafo del artículo 882 (ochocientos ochenta y dos) del Código de Procedimientos Civiles vigente en el Estado. (412, 1567, 594, 1859)
notice-body: Se ha denunciado ante esta Notaría Pública número 94 noventa y cuatro, PROCEDIMIENTO SUCESORIO INTESTAMENTARIO a BIENES DE MARIA MAGDALENA PÉREZ Y JESUS SARZOSA CRUZ. Se convoca a todas las personas que se consideren con derecho a la herencia a comparecer a deducir sus derechos dentro de los 30 (TREINTA) DÍAS que se señala como término para la substanciación del expediente administrativo. Se publica este aviso en atención a lo ordenado por el artículo 882 (ochocientos ochenta y dos) del Código de Procedimientos Civiles vigente en el Estado de Nuevo León. (999, 1932, 1182, 2112)
legal-notice (804, 2081, 986, 2489)
signature-line: ATENTAMENTE (862, 2423, 927, 2433)
signature-line: LICENCIADO JAVIER GARCÍA URRUTIA (224, 1033, 391, 1043)
signature-line: NOTARIO PUBLICO TITULAR (50, 406, 173, 416)
legal-notice (999, 1920, 1182, 2170)
signature-line: NOTARIO PÚBLICO NO. 65 (447, 1246, 559, 1257)
column-1 (14, 63, 210, 2576)
notice-signature (999, 1010, 1182, 1065)
issue-date: Viernes 2 de mayo de 2025 (975, 28, 1189, 47)
notice-signature (999, 665, 1182, 731)
notice-signature (412, 530, 594, 596)
signature-line: ROMA820312I24 (860, 775, 929, 785)
masthead-rule (14, 57, 1189, 59)
signature-line: (2 y 2) (1078, 1054, 1104, 1065)
notice-body: Se presentaron ante el suscrito Notario Público los señores KARLA ANGELICA y MARIA ALBERTO todos de apellidos TOANCHE CASILLAS, en su carácter de Únicos y Universales Herederos y además la señora MARIA ANGELICA CASILLAS MUÑOZ en su carácter de ALBACEA y ocurren a denunciar, la SUCESIÓN INTESTAMENTARIA ANTE NOTARIO a BIENES DE MARIO ALBERTO TOANCHE LOERA, presentándome la documentación requerida, manifestando que van a proceder a realizar el inventario de los bienes que forman el caudal hereditario. Se publica este aviso por dos ocasiones de 10 diez en 10 diez días, en cumplimiento a lo dispuesto en los artículos 882 ochocientos ochenta y dos, del Código de Procedimientos Civiles vigente en el Estado. (412, 1287, 594, 1501)
legal-notice (217, 1452, 399, 1793)
signature-line: DOMINGUEZ (85, 2500, 139, 2510)
notice-title: AVISO NOTARIAL (659, 1960, 739, 1971)
signature-line: LIC. ALEJANDRO BARRAGÁN ROSAS (422, 1515, 584, 1526)
signature-line: NUMERO 143 (1063, 1568, 1120, 1579)
signature-line: Linares, N.L., a 10 de abril del 2024. (625, 2212, 774, 2222)
signature-line: NOTARIO PÚBLICO TITULAR NÚMERO 72 (807, 349, 983, 360)
signature-line: NOTARIO PUBLICO TITULAR (1030, 1557, 1152, 1568)
signature-line: NUMERO 143 (1063, 1858, 1120, 1868)
legal-notice (217, 736, 399, 1065)
signature-line: NOTARIO PÚBLICO TITULAR No. 149 (817, 764, 973, 774)
signature-line: NOTARIO PÚBLICO NÚMERO 139 (433, 563, 574, 574)
notice-signature (412, 2198, 594, 2264)
notice-body: De conformidad con el Artículo 882 del Código de Procedimientos Civiles vigente en el Estado, se publica por este medio la Sucesión Legítima extrajudicial a Bienes del señor CRUZ ALFREDO MARTINEZ GONZALEZ, habiéndose presentado ante la fe del Suscrito Notario, mediante Acta Fuera de Protocolo número 031/523/25, los C.C. MARIA DE LOURDES GUTIERREZ MARTINEZ, señores EDGAR ALFREDO MARTINEZ GUTIERREZ, DAVID ALEJANDRO MARTINEZ GUTIERREZ y LESLIE CAROLINA MARTINEZ GUTIERREZ por sus propios derechos, manifestando ser Únicos y Universales Herederos y la primera de ellas además, en su carácter de Albacea con el acta de defunción correspondiente. Por lo que se convoca a los que se crean con derecho a la herencia, se presenten a deducirlo en el domicilio de la Notaría número 31, sito en calle Romo 602, Colonia Mirador en Monterrey, Nuevo León. (216, 1812, 399, 2070)
notice-title: AVISO NOTARIAL (659, 2262, 739, 2273)
signature-line: LICENCIADO JORGE IVAN (1035, 1535, 1147, 1546)
signature-line: (2 y 2) (99, 438, 125, 449)
notice-signature (804, 1492, 986, 1558)
legal-notice (21, 64, 203, 449)
signature-line: NOTARIO PÚBLICO Titular No. 7 (631, 2234, 767, 2244)
